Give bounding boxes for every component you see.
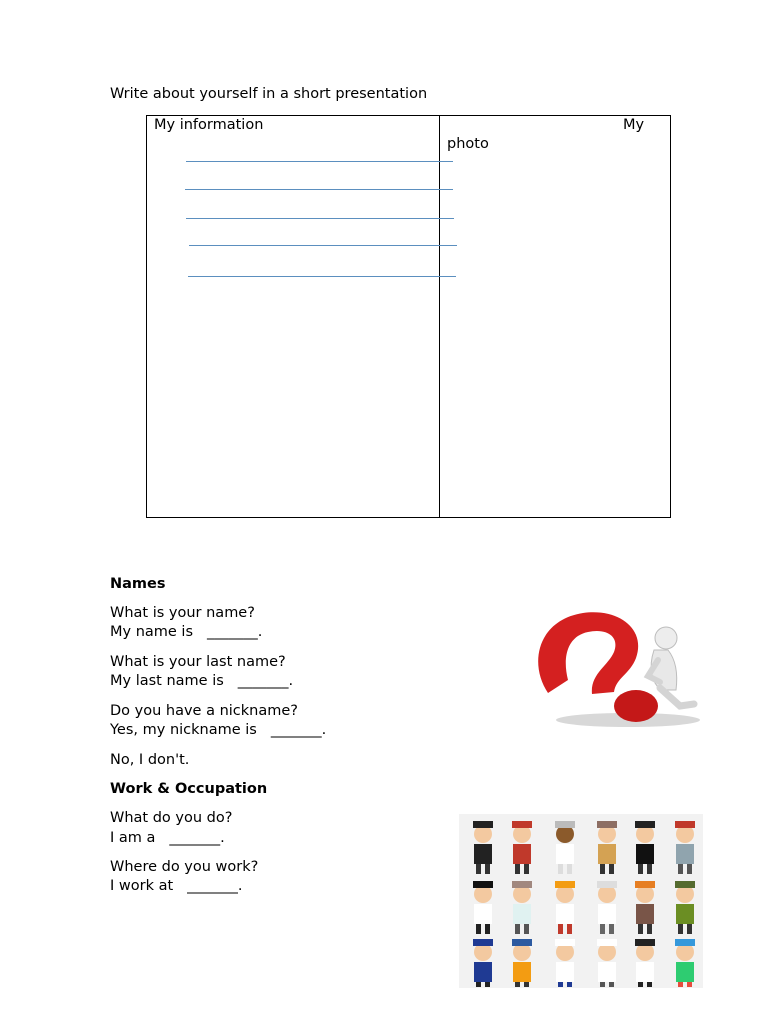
- occupations-illustration-image: [459, 814, 703, 988]
- writing-line: [188, 276, 456, 277]
- answer-blank: _______.: [187, 878, 243, 894]
- writing-line: [185, 189, 453, 190]
- answer-occupation: [110, 830, 225, 846]
- question-name: What is your name?: [110, 605, 255, 621]
- answer-last-name-text: My last name is: [110, 673, 224, 689]
- work-heading: Work & Occupation: [110, 781, 268, 797]
- writing-line: [186, 161, 453, 162]
- answer-occupation-text: I am a: [110, 830, 156, 846]
- my-information-label: My information: [154, 117, 264, 133]
- my-photo-label-line1: My: [623, 117, 645, 133]
- answer-workplace: [110, 878, 243, 894]
- answer-no-nickname: No, I don't.: [110, 752, 190, 768]
- intro-text: Write about yourself in a short presentation: [110, 86, 428, 102]
- names-heading: Names: [110, 576, 166, 592]
- question-nickname: Do you have a nickname?: [110, 703, 298, 719]
- answer-blank: _______.: [237, 673, 294, 689]
- writing-line: [186, 218, 454, 219]
- info-box: [146, 115, 671, 518]
- question-mark-figure-image: [528, 608, 708, 730]
- answer-blank: _______.: [169, 830, 225, 846]
- answer-workplace-text: I work at: [110, 878, 174, 894]
- question-workplace: Where do you work?: [110, 859, 259, 875]
- question-last-name: What is your last name?: [110, 654, 286, 670]
- answer-blank: _______.: [207, 624, 263, 640]
- question-occupation: What do you do?: [110, 810, 233, 826]
- answer-name-text: My name is: [110, 624, 194, 640]
- my-photo-label-line2: photo: [447, 136, 489, 152]
- answer-name: [110, 624, 262, 640]
- info-divider: [439, 116, 440, 517]
- answer-last-name: [110, 673, 293, 689]
- answer-blank: _______.: [270, 722, 327, 738]
- answer-nickname: [110, 722, 326, 738]
- answer-nickname-text: Yes, my nickname is: [110, 722, 257, 738]
- writing-line: [189, 245, 457, 246]
